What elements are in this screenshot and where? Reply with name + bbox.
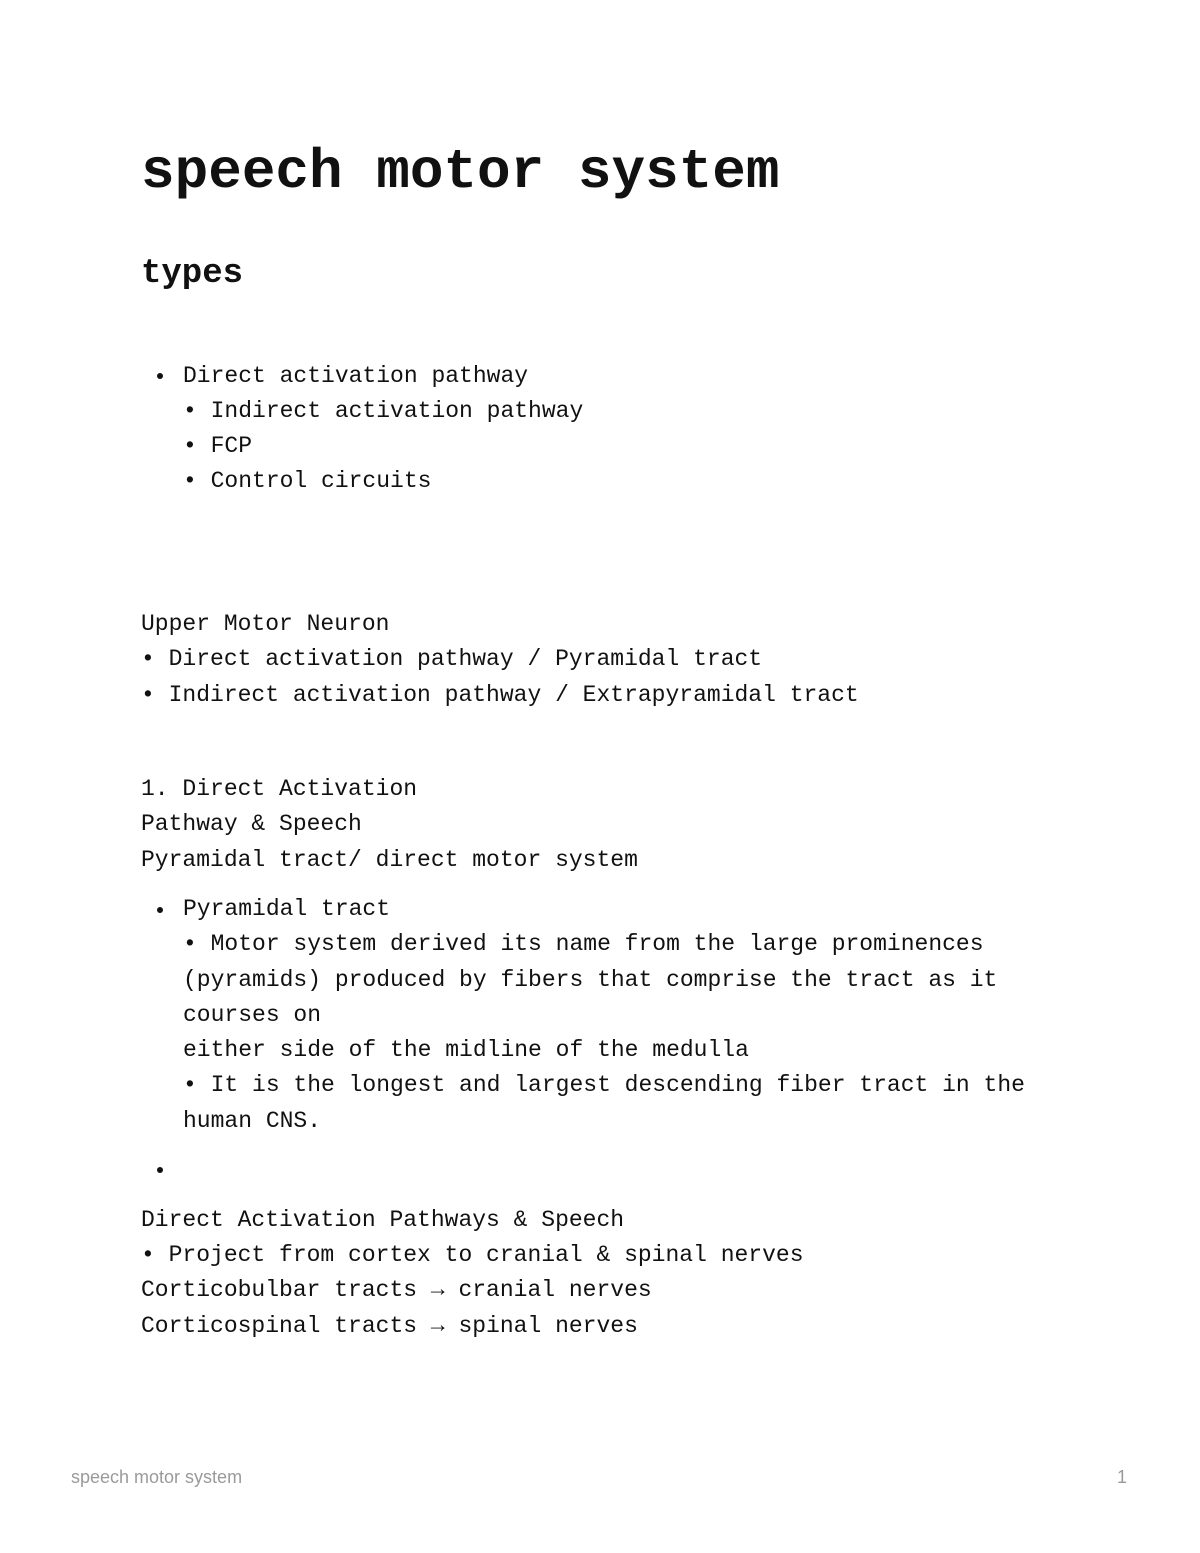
list-item-text: • It is the longest and largest descending fiber tract in the — [183, 1072, 1025, 1098]
bullet — [157, 1167, 163, 1173]
list-item-text: (pyramids) produced by fibers that comprise the tract as it — [183, 967, 998, 993]
paragraph-line: Corticospinal tracts → spinal nerves — [141, 1313, 638, 1339]
bullet — [157, 907, 163, 913]
footer-doc-name: speech motor system — [71, 1467, 243, 1487]
section-heading-types: types — [141, 255, 244, 293]
list-item-text: • Motor system derived its name from the large prominences — [183, 931, 984, 957]
umn-line: • Indirect activation pathway / Extrapyramidal tract — [141, 682, 859, 708]
bullet — [157, 373, 163, 379]
umn-line: • Direct activation pathway / Pyramidal tract — [141, 646, 763, 672]
list-item: • Control circuits — [183, 468, 432, 494]
paragraph-line: 1. Direct Activation — [141, 776, 418, 802]
page-title: speech motor system — [141, 140, 780, 204]
paragraph-line: • Project from cortex to cranial & spinal nerves — [141, 1242, 804, 1268]
footer-page-number: 1 — [1117, 1467, 1128, 1487]
paragraph-line: Direct Activation Pathways & Speech — [141, 1207, 625, 1233]
list-item: • Indirect activation pathway — [183, 398, 584, 424]
list-item: Direct activation pathway — [183, 363, 529, 389]
list-item-text: either side of the midline of the medulla — [183, 1037, 749, 1063]
list-item-text: human CNS. — [183, 1108, 322, 1134]
paragraph-line: Pyramidal tract/ direct motor system — [141, 847, 638, 873]
list-item-text: courses on — [183, 1002, 322, 1028]
paragraph-line: Pathway & Speech — [141, 811, 362, 837]
list-item: Pyramidal tract — [183, 896, 391, 922]
umn-heading: Upper Motor Neuron — [141, 611, 390, 637]
paragraph-line: Corticobulbar tracts → cranial nerves — [141, 1277, 652, 1303]
list-item: • FCP — [183, 433, 253, 459]
